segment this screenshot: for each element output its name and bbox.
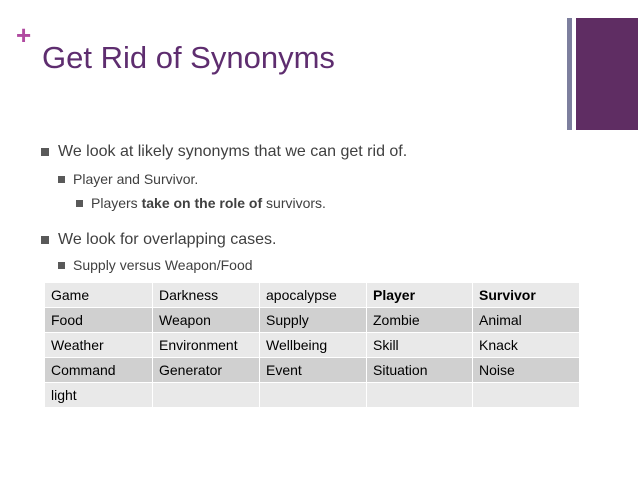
accent-bar [576,18,638,130]
bullet-level1-synonyms [41,143,407,161]
synonyms-table [44,282,580,408]
bullet-square-icon [41,236,49,244]
table-cell: apocalypse [260,283,367,308]
table-cell [473,383,580,408]
table-cell: Wellbeing [260,333,367,358]
plus-icon: + [16,20,32,50]
table-cell: Event [260,358,367,383]
bullet-text-bold: take on the role of [141,195,263,211]
bullet-square-icon [58,262,65,269]
slide-title: Get Rid of Synonyms [42,40,335,75]
table-cell: Zombie [367,308,473,333]
table-cell: Survivor [473,283,580,308]
bullet-text: We look for overlapping cases. [58,231,277,248]
bullet-text: We look at likely synonyms that we can get rid of. [58,143,408,160]
table-cell: Command [45,358,153,383]
table-cell: Supply [260,308,367,333]
bullet-square-icon [41,148,49,156]
table-cell: Animal [473,308,580,333]
table-cell: Noise [473,358,580,383]
bullet-level3-players-role [76,195,326,211]
bullet-level2-player [58,171,198,187]
table-cell: Situation [367,358,473,383]
bullet-text-part2: survivors. [262,195,326,211]
table-cell: Environment [153,333,260,358]
table-row [45,308,580,333]
bullet-text: Supply versus Weapon/Food [73,257,253,273]
table-cell: light [45,383,153,408]
bullet-level1-overlapping [41,231,276,249]
table-cell: Player [367,283,473,308]
bullet-text [91,195,326,211]
table-cell: Game [45,283,153,308]
table-cell: Weather [45,333,153,358]
table-row [45,383,580,408]
table-cell: Generator [153,358,260,383]
table-row [45,283,580,308]
table-cell: Knack [473,333,580,358]
bullet-level2-supply [58,257,253,273]
table-cell [153,383,260,408]
bullet-square-icon [58,176,65,183]
table-cell [367,383,473,408]
table-cell [260,383,367,408]
accent-thin-bar [567,18,572,130]
bullet-square-icon [76,200,83,207]
bullet-text-part1: Players [91,195,142,211]
table-row [45,358,580,383]
table-cell: Food [45,308,153,333]
table-row [45,333,580,358]
table-cell: Weapon [153,308,260,333]
bullet-text: Player and Survivor. [73,171,199,187]
table-cell: Darkness [153,283,260,308]
table-cell: Skill [367,333,473,358]
